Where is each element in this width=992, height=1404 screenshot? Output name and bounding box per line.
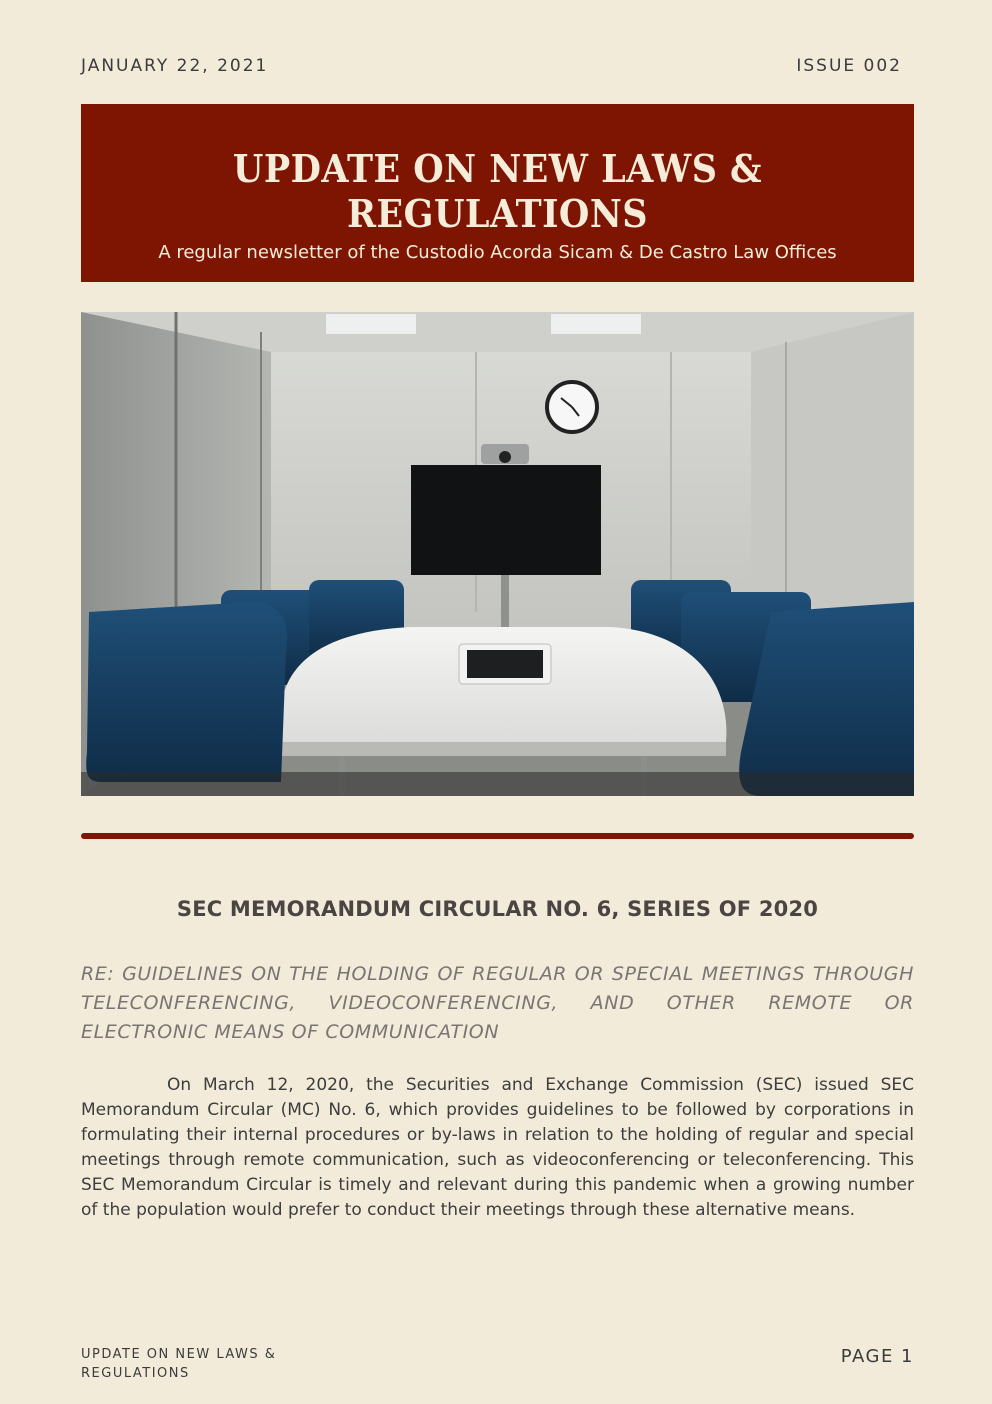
page-header	[81, 56, 902, 76]
article-body	[81, 1073, 914, 1223]
article-title: SEC MEMORANDUM CIRCULAR NO. 6, SERIES OF 2020	[176, 897, 819, 921]
title-banner	[81, 104, 914, 282]
newsletter-subtitle: A regular newsletter of the Custodio Acorda Sicam & De Castro Law Offices	[158, 242, 837, 263]
page-number: PAGE 1	[840, 1346, 914, 1367]
newsletter-title: UPDATE ON NEW LAWS & REGULATIONS	[232, 146, 763, 236]
conference-room-photo	[81, 312, 914, 796]
footer-publication: UPDATE ON NEW LAWS & REGULATIONS	[81, 1347, 277, 1381]
article-subject: RE: GUIDELINES ON THE HOLDING OF REGULAR OR SPECIAL MEETINGS THROUGH TELECONFERENCING, VIDEOCONFERENCING, AND OTHER REMOTE OR ELECTRONIC MEANS OF COMMUNICATION	[81, 963, 914, 1043]
section-divider	[81, 833, 914, 839]
issue-number: ISSUE 002	[796, 56, 902, 76]
article-body-text: On March 12, 2020, the Securities and Exchange Commission (SEC) issued SEC Memorandum Circular (MC) No. 6, which provides guidelines to be followed by corporations in formulating their internal procedures or by-laws in relation to the holding of regular and special meetings through remote communication, such as videoconferencing or teleconferencing. This SEC Memorandum Circular is timely and relevant during this pandemic when a growing number of the population would prefer to conduct their meetings through these alternative means.	[81, 1075, 914, 1220]
issue-date: JANUARY 22, 2021	[81, 56, 269, 76]
